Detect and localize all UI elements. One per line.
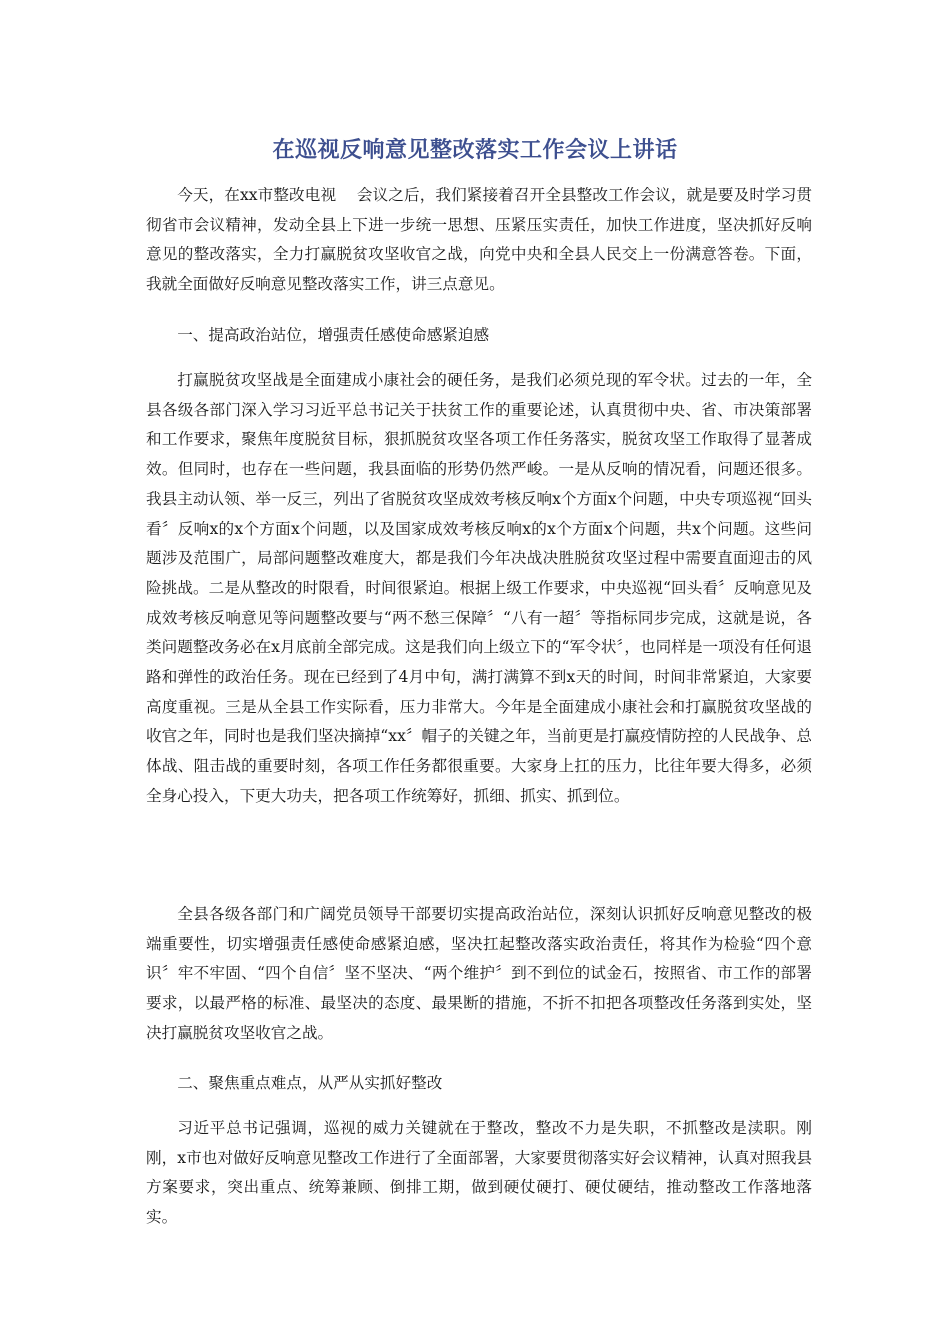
paragraph-section1-body: 打赢脱贫攻坚战是全面建成小康社会的硬任务，是我们必须兑现的军令状。过去的一年，全县各级各部门深入学习习近平总书记关于扶贫工作的重要论述，认真贯彻中央、省、市决策部署和工作要求，聚焦年度脱贫目标，狠抓脱贫攻坚各项工作任务落实，脱贫攻坚工作取得了显著成效。但同时，也存在一些问题，我县面临的形势仍然严峻。一是从反响的情况看，问题还很多。我县主动认领、举一反三，列出了省脱贫攻坚成效考核反响x个方面x个问题，中央专项巡视“回头看〞反响x的x个方面x个问题，以及国家成效考核反响x的x个方面x个问题，共x个问题。这些问题涉及范围广，局部问题整改难度大，都是我们今年决战决胜脱贫攻坚过程中需要直面迎击的风险挑战。二是从整改的时限看，时间很紧迫。根据上级工作要求，中央巡视“回头看〞反响意见及成效考核反响意见等问题整改要与“两不愁三保障〞“八有一超〞等指标同步完成，这就是说，各类问题整改务必在x月底前全部完成。这是我们向上级立下的“军令状〞，也同样是一项没有任何退路和弹性的政治任务。现在已经到了4月中旬，满打满算不到x天的时间，时间非常紧迫，大家要高度重视。三是从全县工作实际看，压力非常大。今年是全面建成小康社会和打赢脱贫攻坚战的收官之年，同时也是我们坚决摘掉“xx〞帽子的关键之年，当前更是打赢疫情防控的人民战争、总体战、阻击战的重要时刻，各项工作任务都很重要。大家身上扛的压力，比往年要大得多，必须全身心投入，下更大功夫，把各项工作统筹好，抓细、抓实、抓到位。 [146, 371, 812, 805]
paragraph-section1-conclusion: 全县各级各部门和广阔党员领导干部要切实提高政治站位，深刻认识抓好反响意见整改的极端重要性，切实增强责任感使命感紧迫感，坚决扛起整改落实政治责任，将其作为检验“四个意识〞牢不牢固、“四个自信〞坚不坚决、“两个维护〞到不到位的试金石，按照省、市工作的部署要求，以最严格的标准、最坚决的态度、最果断的措施，不折不扣把各项整改任务落到实处，坚决打赢脱贫攻坚收官之战。 [146, 905, 812, 1042]
document-title: 在巡视反响意见整改落实工作会议上讲话 [272, 138, 678, 163]
paragraph-section2-body: 习近平总书记强调，巡视的威力关键就在于整改，整改不力是失职，不抓整改是渎职。刚刚，x市也对做好反响意见整改工作进行了全面部署，大家要贯彻落实好会议精神，认真对照我县方案要求，突出重点、统筹兼顾、倒排工期，做到硬仗硬打、硬仗硬结，推动整改工作落地落实。 [146, 1119, 812, 1227]
section-heading-2: 二、聚焦重点难点，从严从实抓好整改 [177, 1074, 443, 1092]
paragraph-intro: 今天，在xx市整改电视 会议之后，我们紧接着召开全县整改工作会议，就是要及时学习贯彻省市会议精神，发动全县上下进一步统一思想、压紧压实责任，加快工作进度，坚决抓好反响意见的整改落实，全力打赢脱贫攻坚收官之战，向党中央和全县人民交上一份满意答卷。下面，我就全面做好反响意见整改落实工作，讲三点意见。 [146, 186, 812, 294]
section-heading-1: 一、提高政治站位，增强责任感使命感紧迫感 [177, 326, 490, 344]
